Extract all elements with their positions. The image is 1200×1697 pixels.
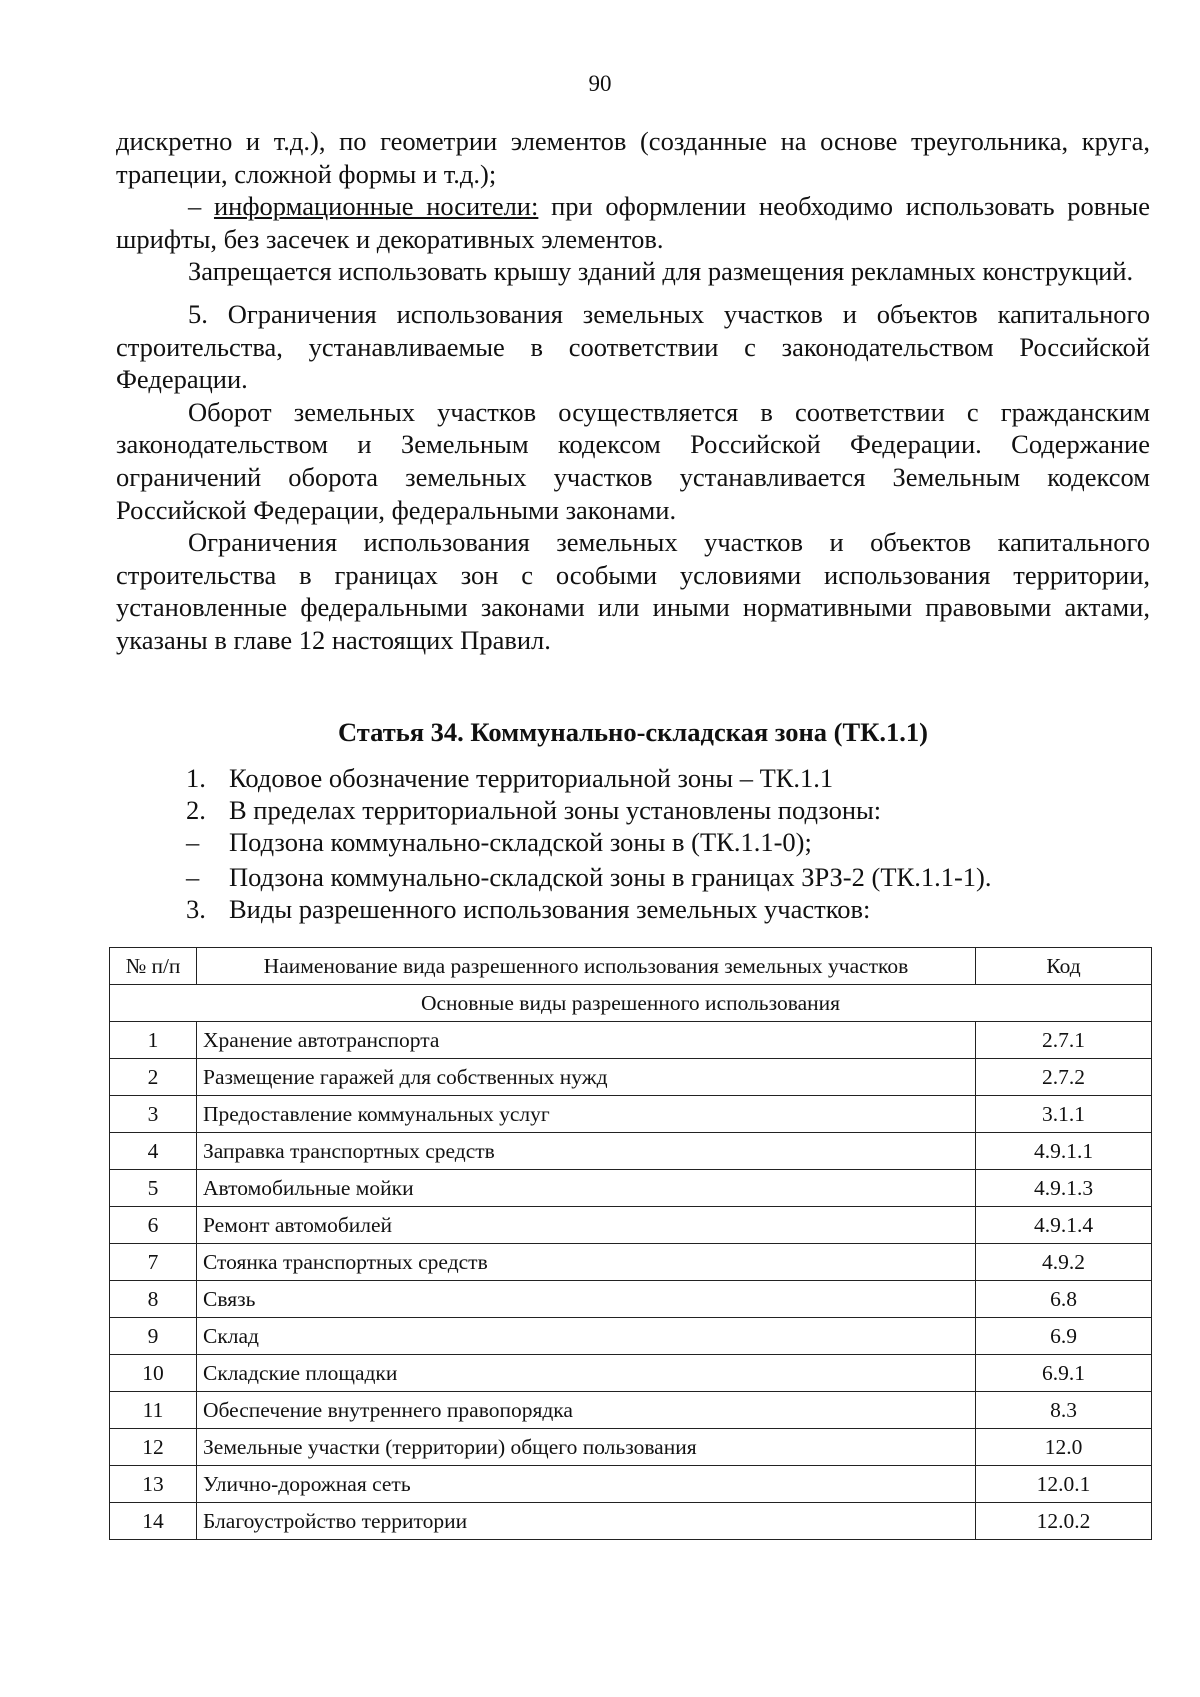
table-row <box>110 1503 1152 1540</box>
table-header-row <box>110 948 1152 985</box>
cell-number: 10 <box>110 1355 197 1392</box>
cell-code: 12.0.2 <box>976 1503 1152 1540</box>
header-name: Наименование вида разрешенного использования земельных участков <box>197 948 976 985</box>
list-marker: 2. <box>186 795 206 825</box>
table-row <box>110 1466 1152 1503</box>
list-marker: 3. <box>186 894 206 924</box>
list-text: Виды разрешенного использования земельных участков: <box>229 894 871 924</box>
list-marker: – <box>186 862 200 892</box>
header-number: № п/п <box>110 948 197 985</box>
cell-number: 14 <box>110 1503 197 1540</box>
list-marker: – <box>186 827 200 857</box>
list-text: Подзона коммунально-складской зоны в границах ЗРЗ-2 (ТК.1.1-1). <box>229 862 992 892</box>
cell-number: 7 <box>110 1244 197 1281</box>
cell-name: Предоставление коммунальных услуг <box>197 1096 976 1133</box>
cell-number: 5 <box>110 1170 197 1207</box>
land-use-table <box>109 947 1152 1540</box>
cell-number: 11 <box>110 1392 197 1429</box>
table-row <box>110 1059 1152 1096</box>
cell-code: 12.0 <box>976 1429 1152 1466</box>
table-row <box>110 1392 1152 1429</box>
cell-code: 4.9.2 <box>976 1244 1152 1281</box>
zone-list <box>116 762 1150 925</box>
dash-marker: – <box>188 191 214 222</box>
table-row <box>110 1022 1152 1059</box>
cell-name: Хранение автотранспорта <box>197 1022 976 1059</box>
paragraph-land-turnover: Оборот земельных участков осуществляется в соответствии с гражданским законодательством и Земельным кодексом Российской Федерации. Содержание ограничений оборота земельных участков устанавливается Земельным кодексом Российской Федерации, федеральными законами. <box>116 396 1150 525</box>
paragraph-continuation: дискретно и т.д.), по геометрии элементов (созданные на основе треугольника, круга, трапеции, сложной формы и т.д.); <box>116 126 1150 189</box>
cell-number: 1 <box>110 1022 197 1059</box>
cell-name: Автомобильные мойки <box>197 1170 976 1207</box>
paragraph-info-carriers <box>116 190 1150 255</box>
cell-code: 12.0.1 <box>976 1466 1152 1503</box>
cell-name: Склад <box>197 1318 976 1355</box>
table-row <box>110 1429 1152 1466</box>
body-text <box>116 125 1150 657</box>
page-number: 90 <box>588 71 612 96</box>
list-item <box>116 794 1150 826</box>
table-row <box>110 1355 1152 1392</box>
cell-name: Благоустройство территории <box>197 1503 976 1540</box>
cell-number: 8 <box>110 1281 197 1318</box>
cell-code: 8.3 <box>976 1392 1152 1429</box>
cell-code: 6.9 <box>976 1318 1152 1355</box>
cell-code: 4.9.1.1 <box>976 1133 1152 1170</box>
table-row <box>110 1244 1152 1281</box>
paragraph-info-carriers-text: при оформлении необходимо использовать ровные шрифты, без засечек и декоративных элементов. <box>116 191 1150 254</box>
cell-name: Заправка транспортных средств <box>197 1133 976 1170</box>
cell-name: Земельные участки (территории) общего пользования <box>197 1429 976 1466</box>
table-body <box>110 985 1152 1540</box>
cell-code: 2.7.1 <box>976 1022 1152 1059</box>
list-text: В пределах территориальной зоны установлены подзоны: <box>229 795 882 825</box>
cell-code: 6.9.1 <box>976 1355 1152 1392</box>
table-row <box>110 1281 1152 1318</box>
cell-name: Улично-дорожная сеть <box>197 1466 976 1503</box>
list-text: Подзона коммунально-складской зоны в (ТК.1.1-0); <box>229 827 812 857</box>
list-item <box>116 893 1150 925</box>
table-row <box>110 1133 1152 1170</box>
paragraph-special-zones: Ограничения использования земельных участков и объектов капитального строительства в границах зон с особыми условиями использования территории, установленные федеральными законами или иными нормативными правовыми актами, указаны в главе 12 настоящих Правил. <box>116 527 1150 655</box>
table-group-row <box>110 985 1152 1022</box>
cell-name: Складские площадки <box>197 1355 976 1392</box>
list-item <box>116 762 1150 794</box>
cell-code: 6.8 <box>976 1281 1152 1318</box>
cell-number: 12 <box>110 1429 197 1466</box>
cell-name: Обеспечение внутреннего правопорядка <box>197 1392 976 1429</box>
table-row <box>110 1318 1152 1355</box>
group-title: Основные виды разрешенного использования <box>110 985 1152 1022</box>
header-code: Код <box>976 948 1152 985</box>
list-text: Кодовое обозначение территориальной зоны – ТК.1.1 <box>229 763 834 793</box>
paragraph-section-5: 5. Ограничения использования земельных участков и объектов капитального строительства, устанавливаемые в соответствии с законодательством Российской Федерации. <box>116 298 1150 395</box>
underlined-term: информационные носители: <box>213 191 539 222</box>
paragraph-roof-ban: Запрещается использовать крышу зданий для размещения рекламных конструкций. <box>188 256 1134 287</box>
cell-number: 13 <box>110 1466 197 1503</box>
cell-name: Стоянка транспортных средств <box>197 1244 976 1281</box>
article-heading: Статья 34. Коммунально-складская зона (ТК.1.1) <box>338 717 928 747</box>
cell-number: 6 <box>110 1207 197 1244</box>
cell-number: 2 <box>110 1059 197 1096</box>
list-marker: 1. <box>186 763 206 793</box>
cell-code: 4.9.1.4 <box>976 1207 1152 1244</box>
table-row <box>110 1096 1152 1133</box>
table-row <box>110 1170 1152 1207</box>
cell-number: 9 <box>110 1318 197 1355</box>
cell-code: 3.1.1 <box>976 1096 1152 1133</box>
list-item <box>116 861 1150 893</box>
cell-code: 4.9.1.3 <box>976 1170 1152 1207</box>
cell-name: Размещение гаражей для собственных нужд <box>197 1059 976 1096</box>
cell-number: 4 <box>110 1133 197 1170</box>
cell-name: Связь <box>197 1281 976 1318</box>
table-row <box>110 1207 1152 1244</box>
cell-number: 3 <box>110 1096 197 1133</box>
list-item <box>116 826 1150 858</box>
cell-name: Ремонт автомобилей <box>197 1207 976 1244</box>
cell-code: 2.7.2 <box>976 1059 1152 1096</box>
